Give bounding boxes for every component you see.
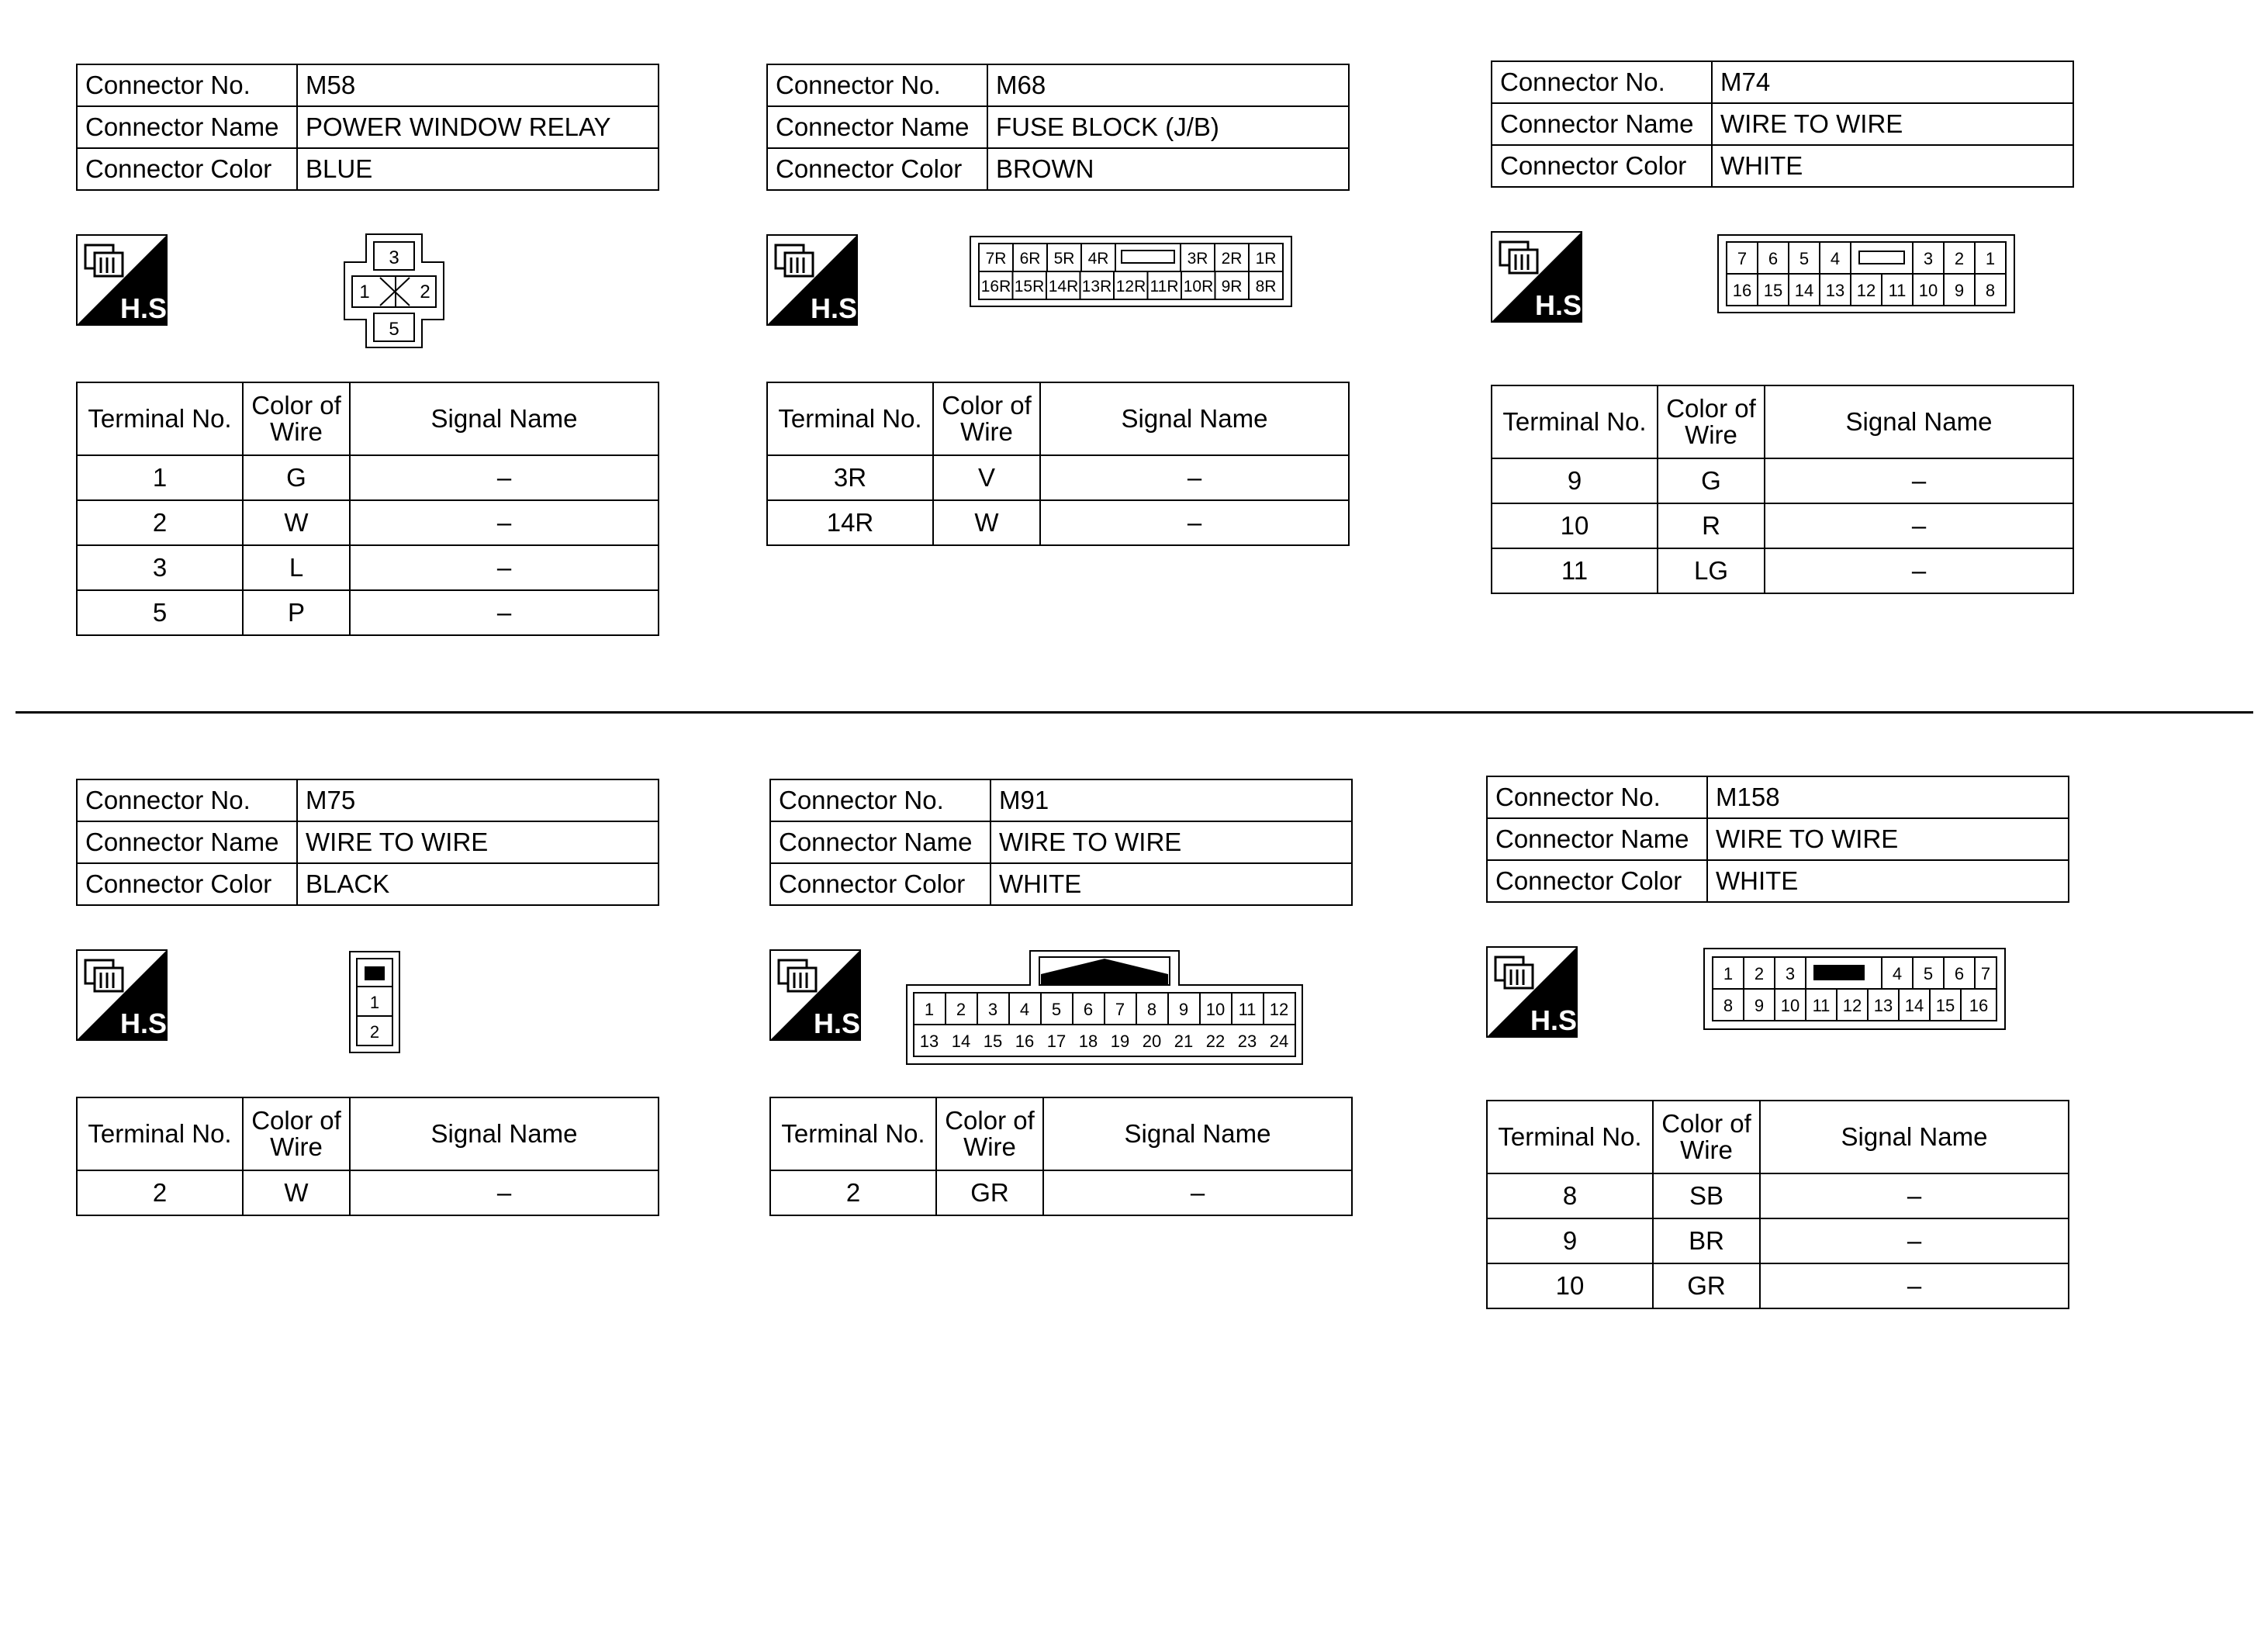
signal-cell: – <box>350 545 659 590</box>
terminal-table <box>1491 385 2074 594</box>
wire-color-cell: SB <box>1653 1173 1760 1218</box>
terminal-table <box>769 1097 1353 1216</box>
hs-label: H.S. <box>810 292 866 324</box>
connector-info-table <box>1491 60 2074 188</box>
pin-label: 23 <box>1237 1032 1257 1051</box>
connector-panel-m68 <box>766 64 1356 715</box>
table-row <box>77 590 659 635</box>
connector-color-value: BROWN <box>987 148 1349 190</box>
table-row <box>77 500 659 545</box>
pin-label: 20 <box>1142 1032 1162 1051</box>
terminal-no-header: Terminal No. <box>770 1097 936 1170</box>
pin-label: 10 <box>1918 281 1938 300</box>
signal-cell: – <box>350 1170 659 1215</box>
signal-name-header: Signal Name <box>350 382 659 455</box>
pin-label: 1 <box>1723 964 1734 983</box>
connector-no-value: M75 <box>297 779 659 821</box>
terminal-table <box>766 382 1350 546</box>
table-row <box>77 455 659 500</box>
pin-label: 2 <box>369 1022 380 1042</box>
connector-color-label: Connector Color <box>767 148 987 190</box>
connector-no-label: Connector No. <box>77 779 297 821</box>
pin-label: 14 <box>1904 996 1924 1015</box>
connector-name-label: Connector Name <box>767 106 987 148</box>
terminal-table <box>1486 1100 2069 1309</box>
table-row <box>1492 458 2073 503</box>
color-of-wire-header: Color of Wire <box>1653 1101 1760 1173</box>
pin-label: 10R <box>1183 278 1214 295</box>
signal-cell: – <box>1760 1218 2069 1263</box>
connector-name-value: WIRE TO WIRE <box>297 821 659 863</box>
signal-name-header: Signal Name <box>1043 1097 1352 1170</box>
pin-label: 16 <box>1969 996 1989 1015</box>
pin-label: 22 <box>1205 1032 1226 1051</box>
pin-label: 12 <box>1856 281 1876 300</box>
connector-no-label: Connector No. <box>1487 776 1707 818</box>
pin-label: 15R <box>1014 278 1045 295</box>
pin-label: 14R <box>1048 278 1079 295</box>
signal-cell: – <box>1043 1170 1352 1215</box>
connector-color-label: Connector Color <box>1487 860 1707 902</box>
hs-label: H.S. <box>119 1007 175 1039</box>
connector-info-table <box>76 779 659 906</box>
terminal-cell: 14R <box>767 500 933 545</box>
lock-tab <box>1041 959 1168 985</box>
pin-label: 4 <box>1892 964 1903 983</box>
pin-label: 13 <box>1825 281 1845 300</box>
connector-color-value: WHITE <box>1712 145 2073 187</box>
pin-label: 8 <box>1985 281 1996 300</box>
pin-label: 14 <box>951 1032 971 1051</box>
connector-color-label: Connector Color <box>77 148 297 190</box>
pin-label: 4 <box>1019 1000 1030 1019</box>
connector-name-label: Connector Name <box>77 106 297 148</box>
terminal-cell: 1 <box>77 455 243 500</box>
connector-face-diagram <box>332 233 456 349</box>
terminal-cell: 2 <box>77 1170 243 1215</box>
connector-color-label: Connector Color <box>770 863 990 905</box>
connector-name-value: FUSE BLOCK (J/B) <box>987 106 1349 148</box>
pin-label: 24 <box>1269 1032 1289 1051</box>
pin-label: 14 <box>1794 281 1814 300</box>
hs-label: H.S. <box>1530 1004 1585 1036</box>
pin-label: 7 <box>1115 1000 1125 1019</box>
pin-label: 2R <box>1221 250 1243 268</box>
pin-label: 15 <box>1935 996 1955 1015</box>
table-row <box>77 1170 659 1215</box>
wire-color-cell: GR <box>936 1170 1043 1215</box>
connector-no-value: M58 <box>297 64 659 106</box>
pin-label: 16R <box>980 278 1011 295</box>
terminal-cell: 9 <box>1492 458 1658 503</box>
pin-label: 6R <box>1019 250 1041 268</box>
pin-label: 6 <box>1954 964 1965 983</box>
connector-info-table <box>1486 776 2069 903</box>
color-of-wire-header: Color of Wire <box>1658 385 1765 458</box>
table-row <box>77 545 659 590</box>
wire-color-cell: W <box>933 500 1040 545</box>
terminal-cell: 11 <box>1492 548 1658 593</box>
pin-label: 5 <box>1923 964 1934 983</box>
pin-label: 5 <box>389 319 399 340</box>
connector-panel-m75 <box>76 779 666 1430</box>
pin-label: 3 <box>389 247 399 268</box>
harness-side-icon <box>766 234 866 326</box>
terminal-cell: 3R <box>767 455 933 500</box>
pin-label: 10 <box>1780 996 1800 1015</box>
pin-label: 4 <box>1830 249 1841 268</box>
signal-cell: – <box>1040 500 1349 545</box>
pin-label: 13 <box>1873 996 1893 1015</box>
harness-side-icon <box>76 949 175 1041</box>
lock-tab <box>1813 965 1865 980</box>
pin-label: 9 <box>1954 281 1965 300</box>
wire-color-cell: GR <box>1653 1263 1760 1308</box>
table-row <box>1487 1218 2069 1263</box>
lock-tab <box>365 966 385 980</box>
pin-label: 1 <box>369 993 380 1012</box>
pin-label: 3 <box>1785 964 1796 983</box>
harness-side-icon <box>1486 946 1585 1038</box>
table-row <box>770 1170 1352 1215</box>
signal-cell: – <box>1765 503 2073 548</box>
pin-label: 7R <box>985 250 1007 268</box>
pin-label: 5 <box>1051 1000 1062 1019</box>
pin-label: 6 <box>1768 249 1779 268</box>
pin-label: 2 <box>420 282 430 302</box>
color-of-wire-header: Color of Wire <box>243 382 350 455</box>
harness-side-icon <box>76 234 175 326</box>
terminal-cell: 10 <box>1492 503 1658 548</box>
color-of-wire-header: Color of Wire <box>243 1097 350 1170</box>
connector-name-value: WIRE TO WIRE <box>1707 818 2069 860</box>
wire-color-cell: LG <box>1658 548 1765 593</box>
pin-label: 8 <box>1723 996 1734 1015</box>
pin-label: 1 <box>924 1000 935 1019</box>
pin-label: 13R <box>1081 278 1112 295</box>
pin-label: 9 <box>1754 996 1765 1015</box>
terminal-cell: 5 <box>77 590 243 635</box>
pin-label: 2 <box>1754 964 1765 983</box>
wire-color-cell: V <box>933 455 1040 500</box>
pin-label: 1 <box>359 282 370 302</box>
pin-label: 5 <box>1799 249 1810 268</box>
pin-label: 11R <box>1150 278 1179 295</box>
terminal-no-header: Terminal No. <box>77 1097 243 1170</box>
signal-cell: – <box>1765 458 2073 503</box>
connector-name-label: Connector Name <box>770 821 990 863</box>
connector-face-diagram <box>1703 948 2006 1030</box>
table-row <box>1487 1263 2069 1308</box>
terminal-cell: 2 <box>770 1170 936 1215</box>
pin-label: 11 <box>1888 281 1907 300</box>
signal-cell: – <box>1760 1173 2069 1218</box>
connector-name-label: Connector Name <box>77 821 297 863</box>
pin-label: 9R <box>1221 278 1243 295</box>
connector-color-value: BLUE <box>297 148 659 190</box>
terminal-no-header: Terminal No. <box>77 382 243 455</box>
signal-name-header: Signal Name <box>1765 385 2073 458</box>
terminal-no-header: Terminal No. <box>1492 385 1658 458</box>
wire-color-cell: G <box>243 455 350 500</box>
pin-label: 12 <box>1842 996 1862 1015</box>
connector-color-value: WHITE <box>1707 860 2069 902</box>
connector-no-label: Connector No. <box>770 779 990 821</box>
wire-color-cell: W <box>243 500 350 545</box>
pin-label: 3 <box>1923 249 1934 268</box>
connector-face-diagram <box>970 236 1292 307</box>
pin-label: 16 <box>1015 1032 1035 1051</box>
pin-label: 2 <box>956 1000 966 1019</box>
connector-no-value: M158 <box>1707 776 2069 818</box>
terminal-table <box>76 382 659 636</box>
connector-name-value: WIRE TO WIRE <box>1712 103 2073 145</box>
signal-name-header: Signal Name <box>350 1097 659 1170</box>
table-row <box>767 455 1349 500</box>
connector-name-value: POWER WINDOW RELAY <box>297 106 659 148</box>
signal-cell: – <box>1040 455 1349 500</box>
table-row <box>767 500 1349 545</box>
terminal-table <box>76 1097 659 1216</box>
pin-label: 2 <box>1954 249 1965 268</box>
table-row <box>1492 548 2073 593</box>
signal-cell: – <box>1760 1263 2069 1308</box>
connector-face-diagram <box>349 951 400 1053</box>
pin-label: 7 <box>1737 249 1748 268</box>
wire-color-cell: R <box>1658 503 1765 548</box>
terminal-cell: 8 <box>1487 1173 1653 1218</box>
pin-label: 10 <box>1205 1000 1226 1019</box>
connector-info-table <box>766 64 1350 191</box>
connector-color-value: BLACK <box>297 863 659 905</box>
pin-label: 1R <box>1255 250 1277 268</box>
connector-name-label: Connector Name <box>1487 818 1707 860</box>
terminal-cell: 10 <box>1487 1263 1653 1308</box>
pin-label: 8 <box>1146 1000 1157 1019</box>
signal-cell: – <box>350 455 659 500</box>
connector-name-label: Connector Name <box>1492 103 1712 145</box>
hs-label: H.S. <box>119 292 175 324</box>
signal-name-header: Signal Name <box>1760 1101 2069 1173</box>
signal-cell: – <box>350 500 659 545</box>
signal-name-header: Signal Name <box>1040 382 1349 455</box>
wire-color-cell: P <box>243 590 350 635</box>
pin-label: 3R <box>1187 250 1208 268</box>
connector-face-diagram <box>906 949 1303 1066</box>
wire-color-cell: W <box>243 1170 350 1215</box>
connector-no-value: M74 <box>1712 61 2073 103</box>
connector-color-value: WHITE <box>990 863 1352 905</box>
pin-label: 7 <box>1980 964 1991 983</box>
connector-no-label: Connector No. <box>77 64 297 106</box>
pin-label: 12 <box>1269 1000 1289 1019</box>
pin-label: 19 <box>1110 1032 1130 1051</box>
pin-label: 15 <box>1763 281 1783 300</box>
lock-slot <box>1122 251 1174 263</box>
connector-no-label: Connector No. <box>767 64 987 106</box>
connector-name-value: WIRE TO WIRE <box>990 821 1352 863</box>
lock-slot <box>1859 251 1904 264</box>
signal-cell: – <box>350 590 659 635</box>
connector-panel-m91 <box>769 779 1359 1430</box>
connector-color-label: Connector Color <box>77 863 297 905</box>
pin-label: 13 <box>919 1032 939 1051</box>
wire-color-cell: BR <box>1653 1218 1760 1263</box>
pin-label: 12R <box>1115 278 1146 295</box>
pin-label: 1 <box>1985 249 1996 268</box>
pin-label: 6 <box>1083 1000 1094 1019</box>
connector-no-value: M68 <box>987 64 1349 106</box>
pin-label: 16 <box>1732 281 1752 300</box>
terminal-no-header: Terminal No. <box>767 382 933 455</box>
terminal-no-header: Terminal No. <box>1487 1101 1653 1173</box>
connector-no-label: Connector No. <box>1492 61 1712 103</box>
wire-color-cell: G <box>1658 458 1765 503</box>
pin-label: 17 <box>1046 1032 1067 1051</box>
connector-panel-m58 <box>76 64 666 715</box>
pin-label: 18 <box>1078 1032 1098 1051</box>
connector-face-diagram <box>1717 234 2015 313</box>
signal-cell: – <box>1765 548 2073 593</box>
connector-info-table <box>76 64 659 191</box>
pin-label: 5R <box>1053 250 1075 268</box>
hs-label: H.S. <box>1534 289 1590 321</box>
terminal-cell: 3 <box>77 545 243 590</box>
pin-label: 9 <box>1178 1000 1189 1019</box>
connector-color-label: Connector Color <box>1492 145 1712 187</box>
wire-color-cell: L <box>243 545 350 590</box>
connector-no-value: M91 <box>990 779 1352 821</box>
hs-label: H.S. <box>813 1007 869 1039</box>
harness-side-icon <box>1491 231 1590 323</box>
section-divider <box>16 711 2253 714</box>
table-row <box>1492 503 2073 548</box>
color-of-wire-header: Color of Wire <box>933 382 1040 455</box>
terminal-cell: 2 <box>77 500 243 545</box>
pin-label: 21 <box>1174 1032 1194 1051</box>
connector-info-table <box>769 779 1353 906</box>
color-of-wire-header: Color of Wire <box>936 1097 1043 1170</box>
connector-panel-m158 <box>1486 776 2076 1427</box>
pin-label: 11 <box>1238 1000 1257 1019</box>
pin-label: 8R <box>1255 278 1277 295</box>
connector-panel-m74 <box>1491 60 2080 712</box>
pin-label: 11 <box>1812 996 1831 1015</box>
terminal-cell: 9 <box>1487 1218 1653 1263</box>
harness-side-icon <box>769 949 869 1041</box>
pin-label: 4R <box>1087 250 1109 268</box>
pin-label: 15 <box>983 1032 1003 1051</box>
pin-label: 3 <box>987 1000 998 1019</box>
table-row <box>1487 1173 2069 1218</box>
